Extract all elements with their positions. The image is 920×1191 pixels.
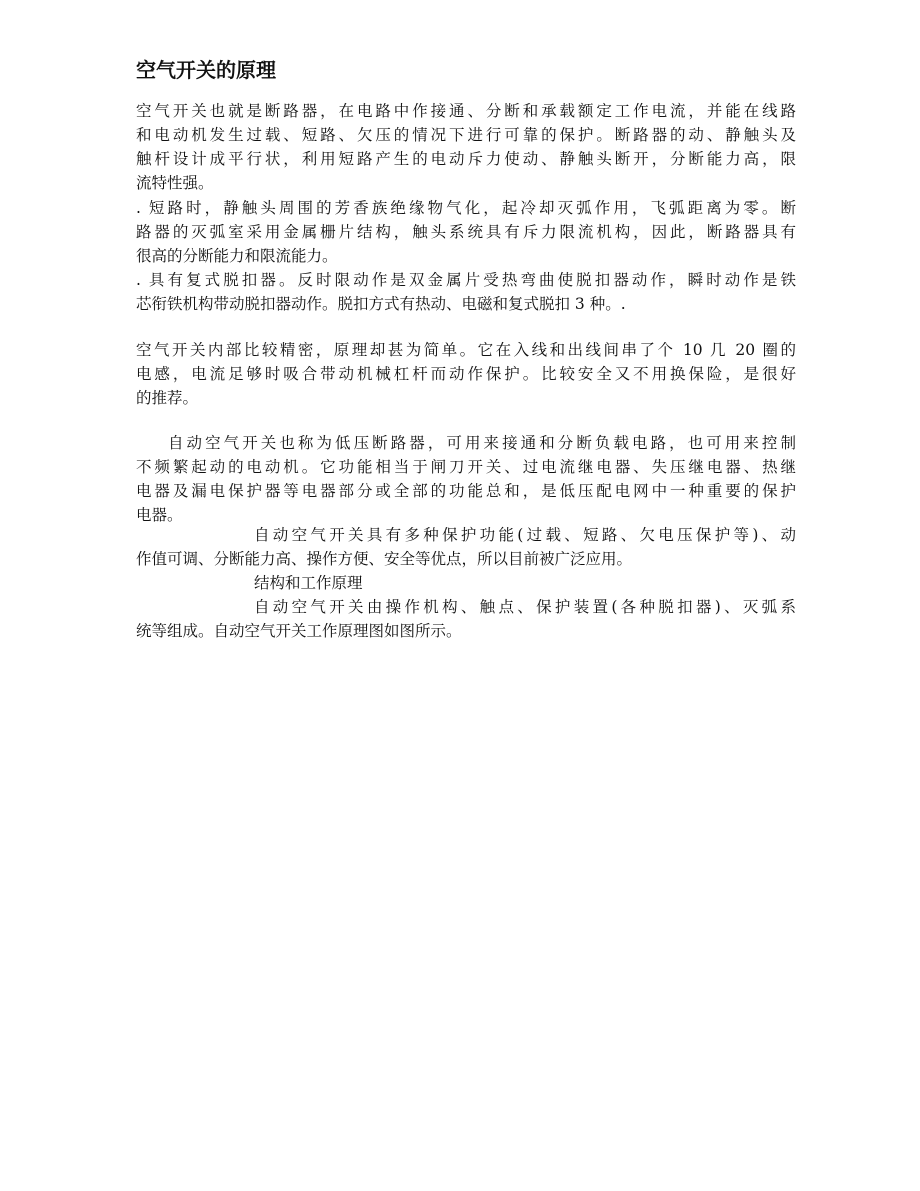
paragraph-low-voltage [136,431,796,527]
paragraph-line: 触杆设计成平行状，利用短路产生的电动斥力使动、静触头断开，分断能力高，限 [136,150,796,168]
paragraph-line: 空气开关内部比较精密，原理却甚为简单。它在入线和出线间串了个 10 几 20 圈的 [136,341,796,359]
paragraph-line: . 具有复式脱扣器。反时限动作是双金属片受热弯曲使脱扣器动作，瞬时动作是铁 [136,271,796,289]
paragraph-line: 和电动机发生过载、短路、欠压的情况下进行可靠的保护。断路器的动、静触头及 [136,126,796,144]
paragraph-components [136,595,796,643]
paragraph-line: 自动空气开关由操作机构、触点、保护装置(各种脱扣器)、灭弧系 [254,598,796,616]
section-heading-structure [136,571,796,595]
document-title: 空气开关的原理 [136,58,276,82]
paragraph-line: 很高的分断能力和限流能力。 [136,247,338,265]
paragraph-trip-unit [136,268,796,316]
paragraph-line: 流特性强。 [136,174,214,192]
paragraph-line: 芯衔铁机构带动脱扣器动作。脱扣方式有热动、电磁和复式脱扣 3 种。. [136,295,626,313]
paragraph-line: . 短路时，静触头周围的芳香族绝缘物气化，起冷却灭弧作用，飞弧距离为零。断 [136,199,796,217]
paragraph-line: 自动空气开关具有多种保护功能(过载、短路、欠电压保护等)、动 [254,526,796,544]
paragraph-line: 电器及漏电保护器等电器部分或全部的功能总和，是低压配电网中一种重要的保护 [136,482,796,500]
paragraph-line: 电感，电流足够时吸合带动机械杠杆而动作保护。比较安全又不用换保险，是很好 [136,365,796,383]
paragraph-line: 统等组成。自动空气开关工作原理图如图所示。 [136,622,462,640]
paragraph-line: 空气开关也就是断路器，在电路中作接通、分断和承载额定工作电流，并能在线路 [136,102,796,120]
paragraph-line: 自动空气开关也称为低压断路器，可用来接通和分断负载电路，也可用来控制 [168,434,796,452]
paragraph-line: 作值可调、分断能力高、操作方便、安全等优点，所以目前被广泛应用。 [136,550,633,568]
paragraph-line: 电器。 [136,506,183,524]
paragraph-short-circuit [136,196,796,268]
paragraph-protection [136,523,796,571]
paragraph-line: 的推荐。 [136,389,199,407]
paragraph-intro [136,99,796,195]
section-heading: 结构和工作原理 [254,574,363,592]
paragraph-internal [136,338,796,410]
paragraph-line: 不频繁起动的电动机。它功能相当于闸刀开关、过电流继电器、失压继电器、热继 [136,458,796,476]
paragraph-line: 路器的灭弧室采用金属栅片结构，触头系统具有斥力限流机构，因此，断路器具有 [136,223,796,241]
